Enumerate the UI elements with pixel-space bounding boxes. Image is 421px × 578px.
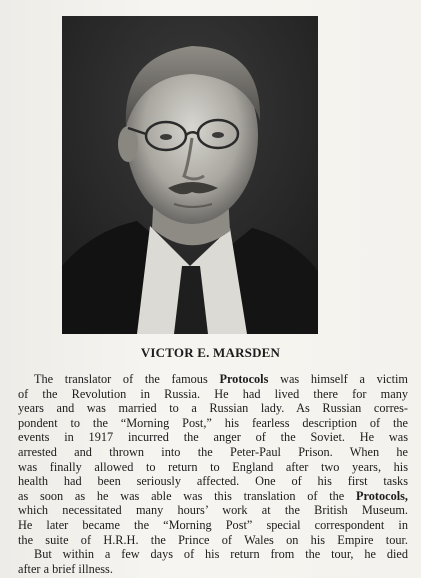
text-line: the suite of H.R.H. the Prince of Wales on his Empire tour.: [18, 532, 408, 547]
protocols-title: Protocols: [219, 372, 269, 386]
photo-caption: VICTOR E. MARSDEN: [140, 345, 281, 360]
text-line: pondent to the “Morning Post,” his fearless description of the: [18, 415, 408, 430]
text-line: which necessitated many hours’ work at the British Museum.: [18, 503, 408, 518]
text-line: health had been seriously affected. One of his first tasks: [18, 474, 408, 489]
portrait-image: [62, 16, 318, 334]
portrait-photo: [62, 16, 318, 334]
text-line: years and was married to a Russian lady. As Russian corres-: [18, 401, 408, 416]
text-line: The translator of the famous Protocols was himself a victim: [34, 372, 408, 386]
biography-text: [18, 372, 408, 576]
text-line: of the Revolution in Russia. He had lived there for many: [18, 386, 408, 401]
text-line: But within a few days of his return from the tour, he died: [34, 547, 408, 562]
text-line: was finally allowed to return to England after two years, his: [18, 459, 408, 474]
text-line: events in 1917 incurred the anger of the Soviet. He was: [18, 430, 408, 445]
bleed-through-text: [318, 60, 418, 330]
text-line: arrested and thrown into the Peter-Paul Prison. When he: [18, 444, 408, 459]
protocols-title: Protocols,: [355, 488, 408, 503]
text-line: after a brief illness.: [18, 561, 113, 576]
text-line: He later became the “Morning Post” special correspondent in: [18, 517, 408, 532]
text-line: as soon as he was able was this translation of the Protocols,: [18, 488, 408, 503]
